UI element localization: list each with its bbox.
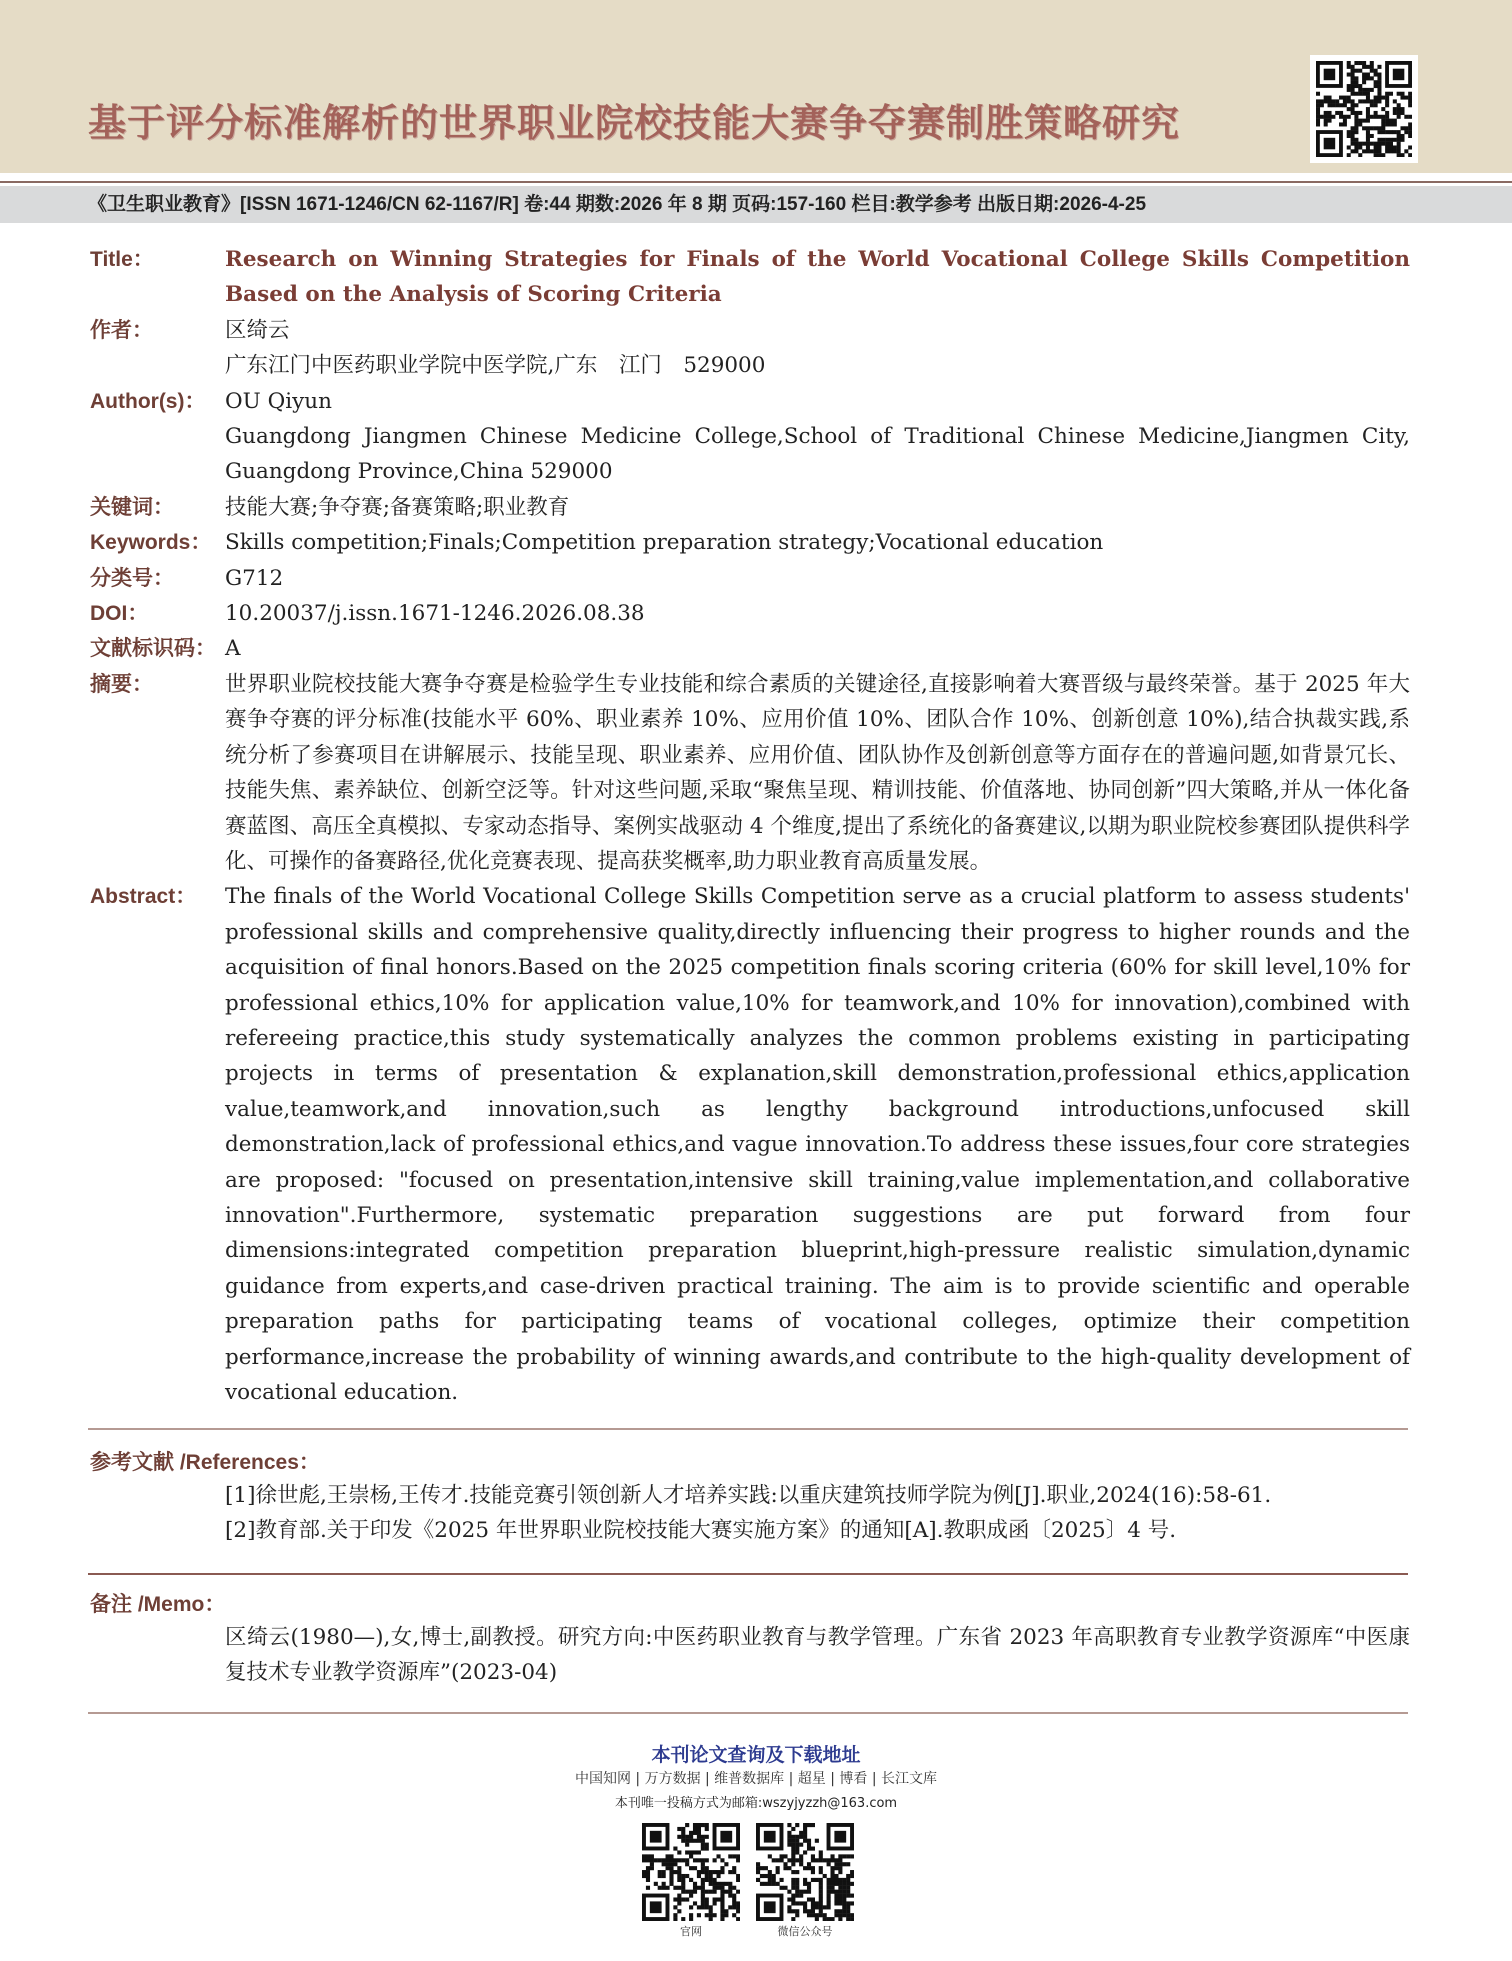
wechat-qr-code-icon bbox=[756, 1823, 854, 1921]
qr-code-icon bbox=[1310, 55, 1418, 163]
field-row bbox=[90, 879, 1410, 1410]
field-label: 作者： bbox=[90, 318, 153, 342]
page-title: 基于评分标准解析的世界职业院校技能大赛争夺赛制胜策略研究 bbox=[88, 101, 1181, 145]
field-value bbox=[225, 313, 1410, 384]
field-text: 区绮云 bbox=[225, 317, 290, 343]
article-fields bbox=[90, 242, 1410, 1410]
field-row bbox=[90, 667, 1410, 879]
field-value bbox=[225, 525, 1410, 560]
field-text: OU Qiyun bbox=[225, 388, 332, 414]
field-label: 关键词： bbox=[90, 495, 174, 519]
field-row bbox=[90, 631, 1410, 666]
qr-caption: 微信公众号 bbox=[777, 1925, 833, 1938]
footer-title: 本刊论文查询及下载地址 bbox=[651, 1744, 861, 1766]
field-label: 分类号： bbox=[90, 566, 174, 590]
divider bbox=[0, 181, 1512, 183]
footer-email: 本刊唯一投稿方式为邮箱:wszyjyzzh@163.com bbox=[614, 1796, 898, 1811]
field-text: A bbox=[225, 636, 241, 662]
field-text: Skills competition;Finals;Competition preparation strategy;Vocational education bbox=[225, 530, 1104, 556]
field-row bbox=[90, 384, 1410, 490]
field-value bbox=[225, 384, 1410, 490]
divider bbox=[88, 1712, 1408, 1714]
field-label: Author(s)： bbox=[90, 389, 206, 413]
memo-label: 备注 /Memo： bbox=[90, 1593, 226, 1616]
reference-item: [2]教育部.关于印发《2025 年世界职业院校技能大赛实施方案》的通知[A].教职成函〔2025〕4 号. bbox=[225, 1518, 1177, 1544]
field-value bbox=[225, 561, 1410, 596]
field-text: 10.20037/j.issn.1671-1246.2026.08.38 bbox=[225, 601, 645, 627]
journal-meta: 《卫生职业教育》[ISSN 1671-1246/CN 62-1167/R] 卷:44 期数:2026 年 8 期 页码:157-160 栏目:教学参考 出版日期:2026-4-25 bbox=[0, 186, 1512, 223]
field-text: Research on Winning Strategies for Finals of the World Vocational College Skills Competition Based on the Analysis of Scoring Criteria bbox=[225, 247, 1410, 308]
field-value bbox=[225, 667, 1410, 879]
field-value bbox=[225, 490, 1410, 525]
field-label: DOI： bbox=[90, 602, 149, 626]
field-value bbox=[225, 879, 1410, 1410]
field-value bbox=[225, 631, 1410, 666]
field-row bbox=[90, 596, 1410, 631]
field-row bbox=[90, 525, 1410, 560]
field-row bbox=[90, 490, 1410, 525]
field-value bbox=[225, 242, 1410, 313]
memo-text: 区绮云(1980—),女,博士,副教授。研究方向:中医药职业教育与教学管理。广东省 2023 年高职教育专业教学资源库“中医康复技术专业教学资源库”(2023-04) bbox=[225, 1625, 1410, 1686]
field-row bbox=[90, 242, 1410, 313]
divider bbox=[88, 1573, 1408, 1575]
references-label: 参考文献 /References： bbox=[90, 1451, 320, 1474]
footer-sources: 中国知网 | 万方数据 | 维普数据库 | 超星 | 博看 | 长江文库 bbox=[574, 1771, 938, 1787]
field-text: 广东江门中医药职业学院中医学院,广东 江门 529000 bbox=[225, 353, 766, 379]
field-text: Guangdong Jiangmen Chinese Medicine College,School of Traditional Chinese Medicine,Jiangmen City, Guangdong Province,China 529000 bbox=[225, 424, 1410, 485]
website-qr-code-icon bbox=[642, 1823, 740, 1921]
divider bbox=[88, 1428, 1408, 1430]
field-row bbox=[90, 313, 1410, 384]
field-text: The finals of the World Vocational College Skills Competition serve as a crucial platform to assess students' professional skills and comprehensive quality,directly influencing their progress to higher rounds and the acquisition of final honors.Based on the 2025 competition finals scoring criteria (60% for skill level,10% for professional ethics,10% for application value,10% for teamwork,and 10% for innovation),combined with refereeing practice,this study systematically analyzes the common problems existing in participating projects in terms of presentation & explanation,skill demonstration,professional ethics,application value,teamwork,and innovation,such as lengthy background introductions,unfocused skill demonstration,lack of professional ethics,and vague innovation.To address these issues,four core strategies are proposed: "focused on presentation,intensive skill training,value implementation,and collaborative innovation".Furthermore, systematic preparation suggestions are put forward from four dimensions:integrated competition preparation blueprint,high-pressure realistic simulation,dynamic guidance from experts,and case-driven practical training. The aim is to provide scientific and operable preparation paths for participating teams of vocational colleges, optimize their competition performance,increase the probability of winning awards,and contribute to the high-quality development of vocational education. bbox=[225, 884, 1410, 1405]
field-text: G712 bbox=[225, 565, 284, 591]
divider bbox=[0, 175, 1512, 177]
field-label: Abstract： bbox=[90, 885, 197, 909]
field-label: Keywords： bbox=[90, 531, 212, 555]
field-text: 技能大赛;争夺赛;备赛策略;职业教育 bbox=[225, 494, 570, 520]
field-value bbox=[225, 596, 1410, 631]
references-list bbox=[225, 1478, 1410, 1549]
reference-item: [1]徐世彪,王崇杨,王传才.技能竞赛引领创新人才培养实践:以重庆建筑技师学院为例[J].职业,2024(16):58-61. bbox=[225, 1483, 1272, 1508]
qr-caption: 官网 bbox=[680, 1925, 702, 1938]
field-label: 摘要： bbox=[90, 672, 153, 696]
field-label: 文献标识码： bbox=[90, 637, 216, 661]
field-label: Title： bbox=[90, 248, 154, 271]
field-text: 世界职业院校技能大赛争夺赛是检验学生专业技能和综合素质的关键途径,直接影响着大赛晋级与最终荣誉。基于 2025 年大赛争夺赛的评分标准(技能水平 60%、职业素养 10%、应用价值 10%、团队合作 10%、创新创意 10%),结合执裁实践,系统分析了参赛项目在讲解展示、技能呈现、职业素养、应用价值、团队协作及创新创意等方面存在的普遍问题,如背景冗长、技能失焦、素养缺位、创新空泛等。针对这些问题,采取“聚焦呈现、精训技能、价值落地、协同创新”四大策略,并从一体化备赛蓝图、高压全真模拟、专家动态指导、案例实战驱动 4 个维度,提出了系统化的备赛建议,以期为职业院校参赛团队提供科学化、可操作的备赛路径,优化竞赛表现、提高获奖概率,助力职业教育高质量发展。 bbox=[225, 671, 1410, 874]
header-band bbox=[0, 0, 1512, 173]
field-row bbox=[90, 561, 1410, 596]
